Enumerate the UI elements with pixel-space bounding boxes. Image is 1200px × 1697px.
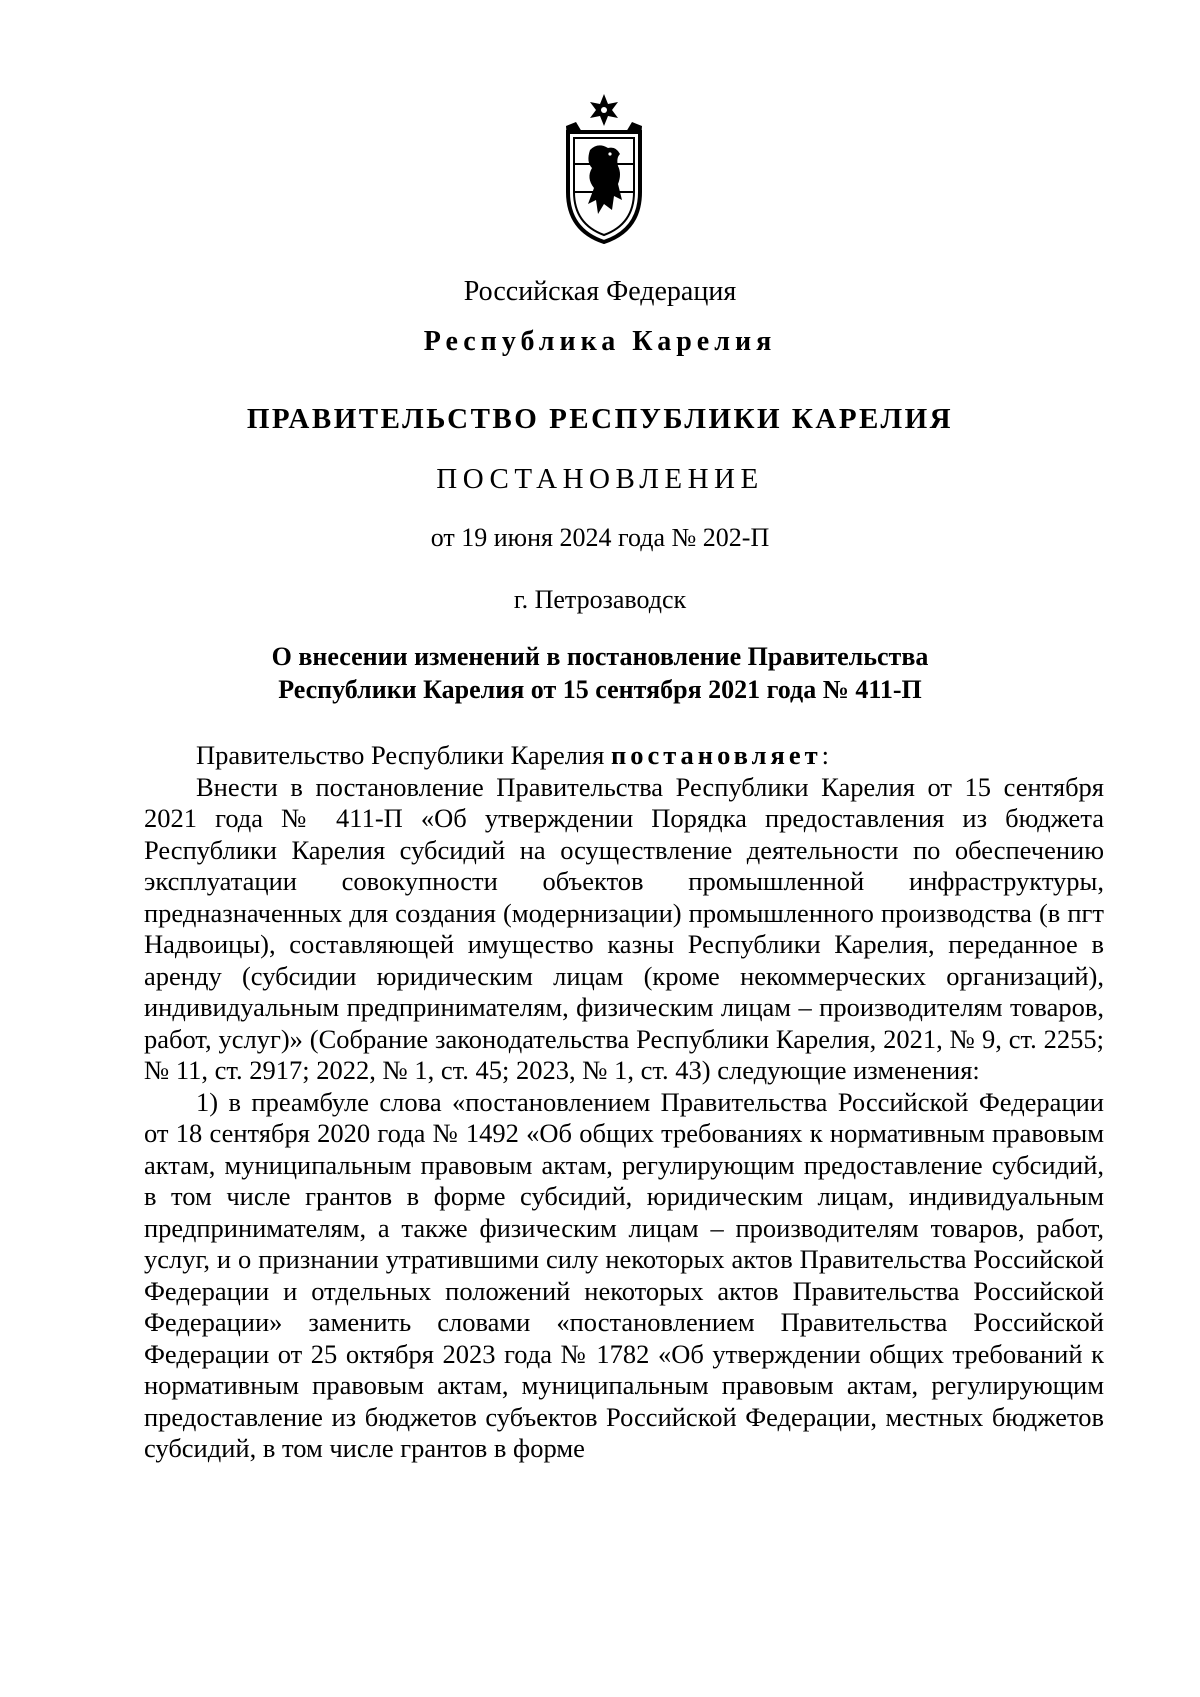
city: г. Петрозаводск (513, 585, 687, 614)
document-subject (0, 640, 1200, 706)
government-name: ПРАВИТЕЛЬСТВО РЕСПУБЛИКИ КАРЕЛИЯ (246, 403, 954, 435)
document-type: ПОСТАНОВЛЕНИЕ (436, 463, 764, 495)
body-paragraph-2: 1) в преамбуле слова «постановлением Правительства Российской Федерации от 18 сентября 2020 года № 1492 «Об общих требованиях к нормативным правовым актам, муниципальным правовым актам, регулирующим предоставление субсидий, в том числе грантов в форме субсидий, юридическим лицам, индивидуальным предпринимателям, а также физическим лицам – производителям товаров, работ, услуг, и о признании утратившими силу некоторых актов Правительства Российской Федерации и отдельных положений некоторых актов Правительства Российской Федерации» заменить словами «постановлением Правительства Российской Федерации от 25 октября 2023 года № 1782 «Об утверждении общих требований к нормативным правовым актам, муниципальным правовым актам, регулирующим предоставление из бюджетов субъектов Российской Федерации, местных бюджетов субсидий, в том числе грантов в форме (144, 1086, 1104, 1463)
country-name: Российская Федерация (463, 276, 737, 307)
republic-name: Республика Карелия (423, 326, 777, 357)
intro-keyword: постановляет (610, 740, 822, 770)
intro-paragraph (144, 740, 1104, 772)
intro-suffix: : (821, 740, 829, 770)
date-and-number: от 19 июня 2024 года № 202-П (430, 523, 770, 552)
subject-line-2: Республики Карелия от 15 сентября 2021 года № 411-П (278, 675, 922, 704)
karelia-coat-of-arms-icon (560, 92, 648, 244)
document-body (144, 740, 1104, 1465)
intro-prefix: Правительство Республики Карелия (196, 740, 611, 770)
body-paragraph-1: Внести в постановление Правительства Республики Карелия от 15 сентября 2021 года № 411-П «Об утверждении Порядка предоставления из бюджета Республики Карелия субсидий на осуществление деятельности по обеспечению эксплуатации совокупности объектов промышленной инфраструктуры, предназначенных для создания (модернизации) промышленного производства (в пгт Надвоицы), составляющей имущество казны Республики Карелия, переданное в аренду (субсидии юридическим лицам (кроме некоммерческих организаций), индивидуальным предпринимателям, физическим лицам – производителям товаров, работ, услуг)» (Собрание законодательства Республики Карелия, 2021, № 9, ст. 2255; № 11, ст. 2917; 2022, № 1, ст. 45; 2023, № 1, ст. 43) следующие изменения: (144, 771, 1104, 1085)
subject-line-1: О внесении изменений в постановление Правительства (271, 642, 929, 671)
